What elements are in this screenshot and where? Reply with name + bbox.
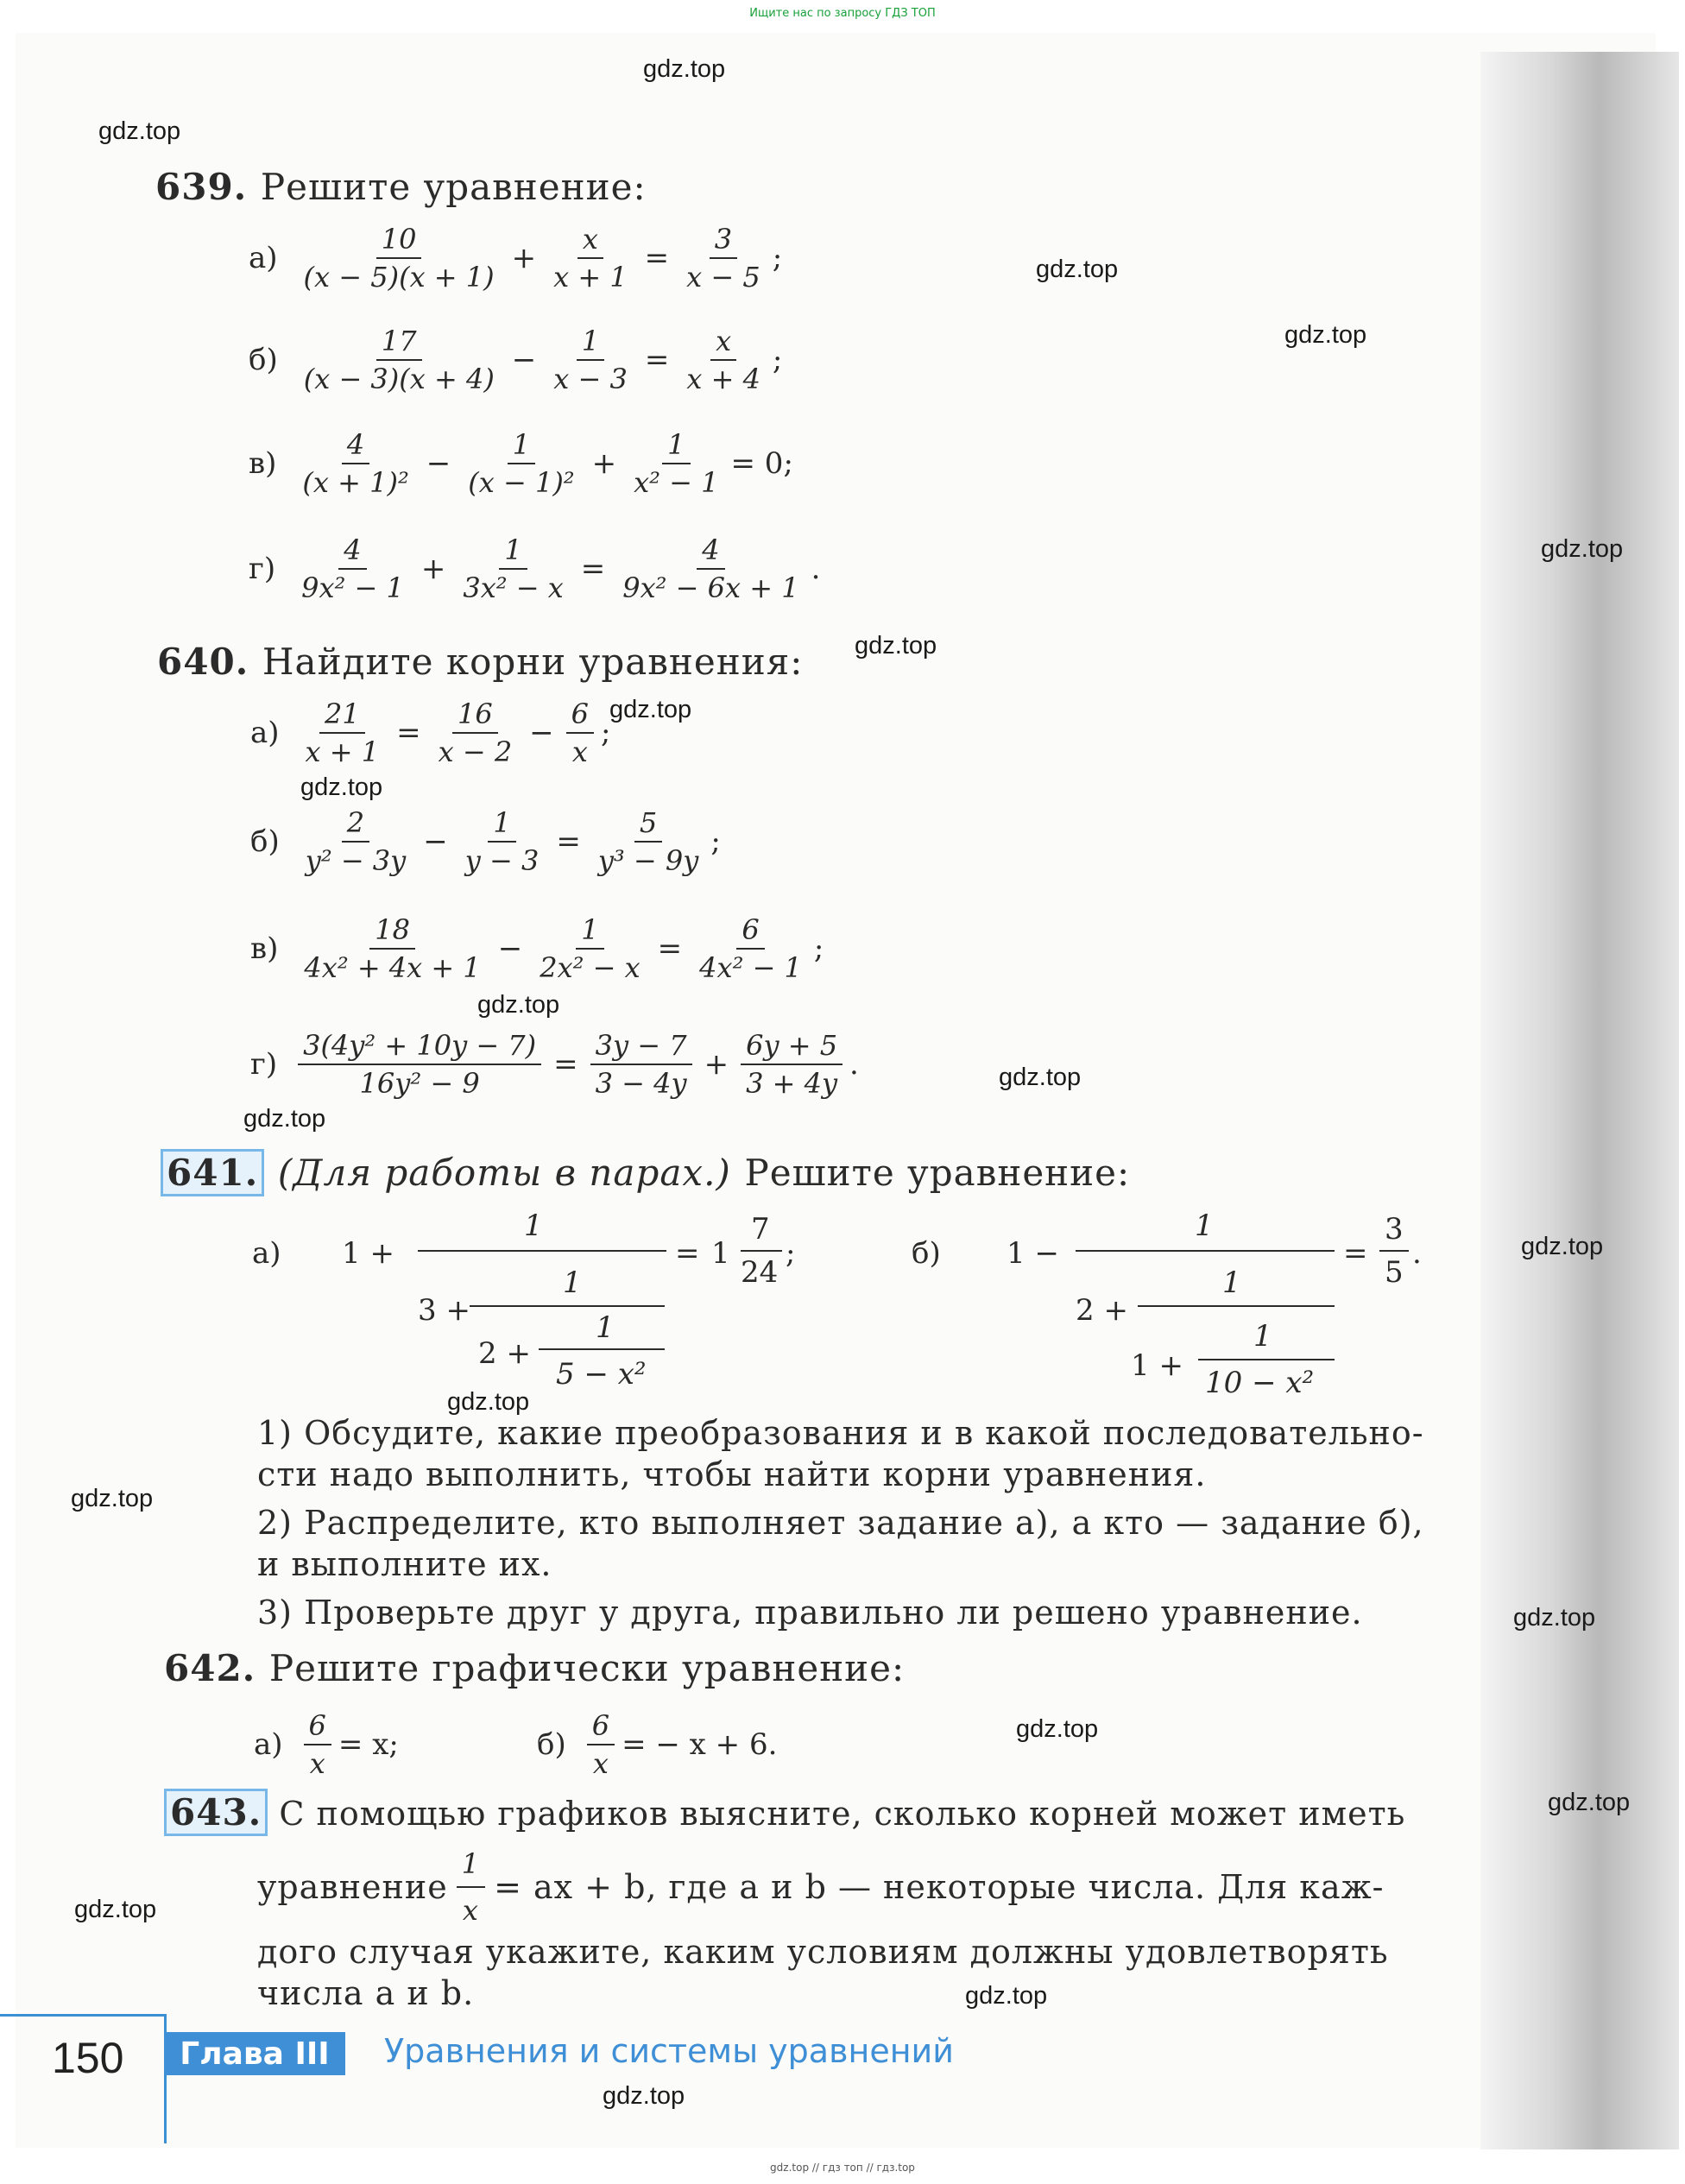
denominator-part: 2 + xyxy=(1076,1293,1128,1328)
text-fragment: = ax + b, где a и b — некоторые числа. Для каж- xyxy=(494,1868,1385,1906)
task-instruction: Решите уравнение: xyxy=(260,166,647,208)
watermark: gdz.top xyxy=(1541,535,1624,563)
fraction-bar xyxy=(1076,1250,1335,1252)
fraction: $\frac{1}{y - 3}$ xyxy=(464,806,540,877)
chapter-title: Уравнения и системы уравнений xyxy=(384,2032,954,2070)
fraction: $\frac{6}{x}$ xyxy=(304,1709,331,1780)
fraction-bar xyxy=(1379,1250,1409,1252)
fraction: $\frac{6}{x}$ xyxy=(566,697,594,768)
numerator: 1 xyxy=(596,1310,615,1345)
item-label: б) xyxy=(250,824,280,859)
fraction-bar xyxy=(1198,1359,1335,1360)
watermark: gdz.top xyxy=(300,773,383,801)
fraction-bar xyxy=(470,1305,665,1307)
denominator-part: 2 + xyxy=(478,1336,531,1371)
task-number: 639. xyxy=(155,166,248,208)
fraction: $\frac{18}{\text{4x² + 4x + 1}}$ xyxy=(304,913,481,984)
book-gutter-shadow xyxy=(1480,52,1679,2149)
step-line: 2) Распределите, кто выполняет задание а), а кто — задание б), xyxy=(257,1504,1424,1542)
fraction: $\frac{4}{\text{(x + 1)²}}$ xyxy=(302,428,409,499)
watermark: gdz.top xyxy=(243,1105,326,1133)
fraction: $\frac{3}{x - 5}$ xyxy=(686,223,760,294)
fraction-bar xyxy=(741,1250,782,1252)
mixed-denominator: 24 xyxy=(741,1255,779,1290)
text-fragment: уравнение xyxy=(257,1868,448,1906)
equation-639b: б) $\frac{17}{(x - 3)(x + 4)}$ − $\frac{1}{x - 3}$ = $\frac{x}{x + 4}$ ; xyxy=(249,325,783,395)
watermark: gdz.top xyxy=(71,1485,154,1512)
task-text-line xyxy=(164,1843,1493,1931)
equation-639c: в) $\frac{4}{\text{(x + 1)²}}$ − $\frac{1}{\text{(x − 1)²}}$ + $\frac{1}{\text{x² − 1}}$ = 0; xyxy=(249,428,793,499)
equation-640c: в) $\frac{18}{\text{4x² + 4x + 1}}$ − $\frac{1}{\text{2x² − x}}$ = $\frac{6}{\text{4x² − 1}}$ ; xyxy=(250,913,824,984)
item-label: а) xyxy=(252,1236,281,1271)
numerator: 1 xyxy=(1195,1209,1214,1243)
task-number: 640. xyxy=(157,641,249,683)
task-instruction: Решите уравнение: xyxy=(744,1152,1131,1194)
step-line: сти надо выполнить, чтобы найти корни уравнения. xyxy=(257,1455,1207,1493)
task-639-heading xyxy=(155,166,647,208)
step-line: и выполните их. xyxy=(257,1545,552,1583)
mixed-whole: 1 xyxy=(711,1236,730,1271)
step-line: 1) Обсудите, какие преобразования и в какой последовательно- xyxy=(257,1414,1424,1452)
fraction: $\frac{4}{\text{9x² − 1}}$ xyxy=(301,533,404,604)
task-instruction: Найдите корни уравнения: xyxy=(262,641,804,683)
watermark: gdz.top xyxy=(1284,321,1367,349)
item-label: а) xyxy=(254,1727,283,1762)
watermark: gdz.top xyxy=(1548,1789,1631,1816)
fraction: $\frac{1}{\text{3x² − x}}$ xyxy=(463,533,564,604)
chapter-badge: Глава III xyxy=(164,2032,345,2075)
watermark: gdz.top xyxy=(643,55,726,83)
item-label: б) xyxy=(912,1236,941,1271)
task-641-heading xyxy=(161,1152,1130,1194)
fraction: $\frac{1}{\text{(x − 1)²}}$ xyxy=(468,428,575,499)
task-number: 643. xyxy=(164,1789,268,1836)
watermark: gdz.top xyxy=(1036,256,1119,283)
watermark: gdz.top xyxy=(447,1388,530,1416)
task-text-line: числа a и b. xyxy=(257,1974,475,2012)
equation-642a: а) $\frac{6}{x}$ = x; xyxy=(254,1709,399,1780)
numerator: 1 xyxy=(1253,1319,1272,1354)
watermark: gdz.top xyxy=(98,117,181,145)
watermark: gdz.top xyxy=(74,1896,157,1923)
item-label: б) xyxy=(249,343,278,377)
item-label: в) xyxy=(250,931,279,966)
task-641-steps xyxy=(257,1412,1500,1633)
numerator: 1 xyxy=(563,1266,582,1300)
numerator: 1 xyxy=(1222,1266,1241,1300)
fraction: $\frac{6}{x}$ xyxy=(587,1709,615,1780)
item-label: а) xyxy=(250,716,280,750)
equation-639a: а) $\frac{10}{(x - 5)(x + 1)}$ + $\frac{x}{x + 1}$ = $\frac{3}{x - 5}$ ; xyxy=(249,223,783,294)
equation-640a: а) $\frac{21}{x + 1}$ = $\frac{16}{x - 2}$ − $\frac{6}{x}$ ; xyxy=(250,697,611,768)
task-instruction: Решите графически уравнение: xyxy=(268,1647,906,1689)
equals-sign: = xyxy=(675,1236,700,1271)
item-label: б) xyxy=(537,1727,566,1762)
equation-639d: г) $\frac{4}{\text{9x² − 1}}$ + $\frac{1}{\text{3x² − x}}$ = $\frac{4}{\text{9x² − 6x + 1}}$ . xyxy=(249,533,821,604)
page-number: 150 xyxy=(52,2034,124,2082)
watermark: gdz.top xyxy=(1521,1233,1604,1260)
task-642-heading xyxy=(164,1647,905,1689)
task-640-heading xyxy=(157,641,803,683)
watermark: gdz.top xyxy=(477,991,560,1019)
result-denominator: 5 xyxy=(1385,1255,1404,1290)
fraction: $\frac{1}{\text{2x² − x}}$ xyxy=(540,913,641,984)
watermark: gdz.top xyxy=(603,2082,685,2110)
task-643 xyxy=(164,1792,1493,2014)
fraction: $\frac{2}{\text{y² − 3y}}$ xyxy=(305,806,407,877)
tail-punct: ; xyxy=(786,1236,796,1271)
fraction: $\frac{6y + 5}{3 + 4y}$ xyxy=(741,1029,842,1100)
mixed-numerator: 7 xyxy=(751,1212,770,1247)
fraction: $\frac{3y - 7}{3 - 4y}$ xyxy=(590,1029,692,1100)
watermark: gdz.top xyxy=(965,1982,1048,2010)
denominator-part: 1 + xyxy=(1131,1348,1183,1383)
step-line: 3) Проверьте друг у друга, правильно ли решено уравнение. xyxy=(257,1594,1363,1632)
denominator: 5 − x² xyxy=(556,1357,647,1392)
fraction: $\frac{6}{\text{4x² − 1}}$ xyxy=(699,913,802,984)
denominator-part: 3 + xyxy=(418,1293,470,1328)
equation-640b: б) $\frac{2}{\text{y² − 3y}}$ − $\frac{1}{y - 3}$ = $\frac{5}{\text{y³ − 9y}}$ ; xyxy=(250,806,721,877)
fraction: $\frac{\text{3(4y² + 10y − 7)}}{\text{16y² − 9}}$ xyxy=(298,1029,541,1100)
footer-rule xyxy=(0,2014,164,2017)
fraction-bar xyxy=(539,1348,665,1350)
result-numerator: 3 xyxy=(1385,1212,1404,1247)
fraction: $\frac{1}{x - 3}$ xyxy=(553,325,628,395)
fraction: $\frac{1}{x}$ xyxy=(457,1843,485,1931)
fraction: $\frac{x}{x + 1}$ xyxy=(553,223,628,294)
task-text-line: С помощью графиков выясните, сколько корней может иметь xyxy=(279,1795,1406,1833)
equation-642b: б) $\frac{6}{x}$ = − x + 6. xyxy=(537,1709,778,1780)
fraction: $\frac{1}{\text{x² − 1}}$ xyxy=(634,428,719,499)
fraction: $\frac{5}{\text{y³ − 9y}}$ xyxy=(597,806,699,877)
numerator: 1 xyxy=(524,1209,543,1243)
item-label: в) xyxy=(249,446,277,481)
tail-punct: . xyxy=(1412,1236,1422,1271)
fraction-bar xyxy=(418,1250,666,1252)
header-note: Ищите нас по запросу ГДЗ ТОП xyxy=(749,7,936,20)
equation-640d: г) $\frac{\text{3(4y² + 10y − 7)}}{\text{16y² − 9}}$ = $\frac{3y - 7}{3 - 4y}$ + $\frac{6y + 5}{3 + 4y}$ . xyxy=(250,1029,859,1100)
task-number: 641. xyxy=(161,1149,264,1196)
task-text-line: дого случая укажите, каким условиям должны удовлетворять xyxy=(257,1933,1389,1971)
item-label: г) xyxy=(250,1047,278,1082)
fraction: $\frac{4}{\text{9x² − 6x + 1}}$ xyxy=(622,533,799,604)
watermark: gdz.top xyxy=(609,696,692,723)
equals-sign: = xyxy=(1343,1236,1368,1271)
lead-term: 1 − xyxy=(1007,1236,1059,1271)
task-number: 642. xyxy=(164,1647,256,1689)
fraction: $\frac{16}{x - 2}$ xyxy=(438,697,513,768)
item-label: г) xyxy=(249,552,276,586)
footer-note: gdz.top // гдз топ // гдз.top xyxy=(770,2162,915,2174)
fraction: $\frac{21}{x + 1}$ xyxy=(305,697,380,768)
watermark: gdz.top xyxy=(1513,1604,1596,1632)
fraction-bar xyxy=(1138,1305,1335,1307)
fraction: $\frac{17}{(x - 3)(x + 4)}$ xyxy=(303,325,495,395)
fraction: $\frac{x}{x + 4}$ xyxy=(686,325,760,395)
watermark: gdz.top xyxy=(999,1064,1082,1091)
watermark: gdz.top xyxy=(1016,1715,1099,1743)
fraction: $\frac{10}{(x - 5)(x + 1)}$ xyxy=(303,223,495,294)
denominator: 10 − x² xyxy=(1205,1366,1315,1400)
task-note: (Для работы в парах.) xyxy=(277,1152,731,1194)
watermark: gdz.top xyxy=(855,632,937,660)
item-label: а) xyxy=(249,241,278,275)
lead-term: 1 + xyxy=(342,1236,394,1271)
